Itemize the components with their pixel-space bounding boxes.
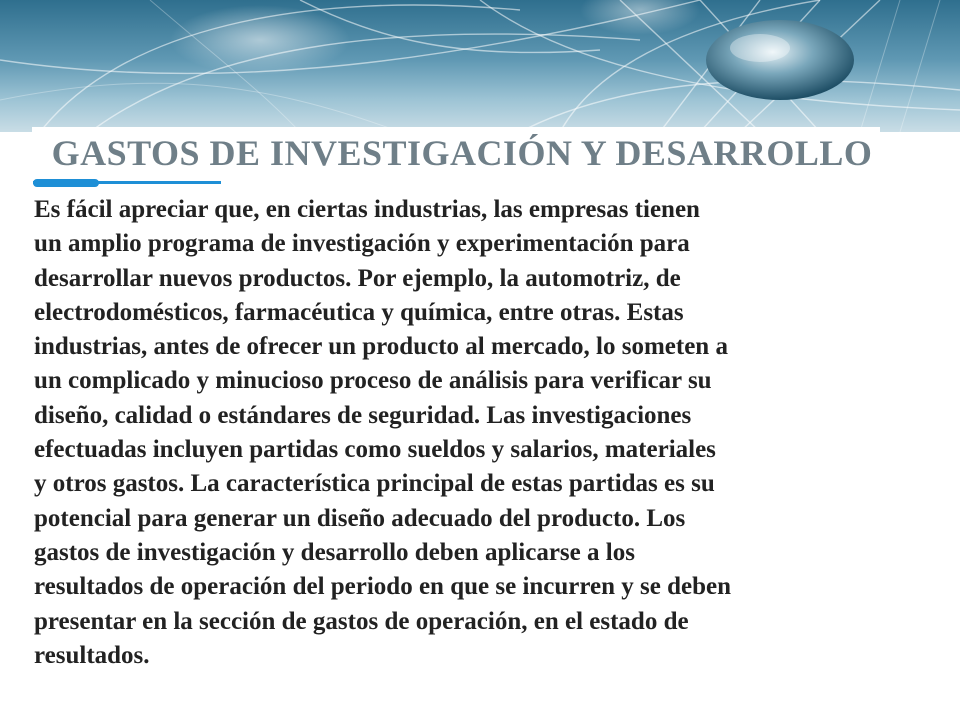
globe-icon bbox=[706, 20, 854, 100]
slide-title: GASTOS DE INVESTIGACIÓN Y DESARROLLO bbox=[51, 133, 873, 173]
body-paragraph: Es fácil apreciar que, en ciertas industrias, las empresas tienen un amplio programa de investigación y experimentación para desarrollar nuevos productos. Por ejemplo, la automotriz, de electrodomésticos, farmacéutica y química, entre otras. Estas industrias, antes de ofrecer un producto al mercado, lo someten a un complicado y minucioso proceso de análisis para verificar su diseño, calidad o estándares de seguridad. Las investigaciones efectuadas incluyen partidas como sueldos y salarios, materiales y otros gastos. La característica principal de estas partidas es su potencial para generar un diseño adecuado del producto. Los gastos de investigación y desarrollo deben aplicarse a los resultados de operación del periodo en que se incurren y se deben presentar en la sección de gastos de operación, en el estado de resultados. bbox=[34, 196, 732, 669]
title-underline bbox=[33, 179, 221, 187]
header-banner bbox=[0, 0, 960, 132]
banner-graphic bbox=[0, 0, 960, 132]
